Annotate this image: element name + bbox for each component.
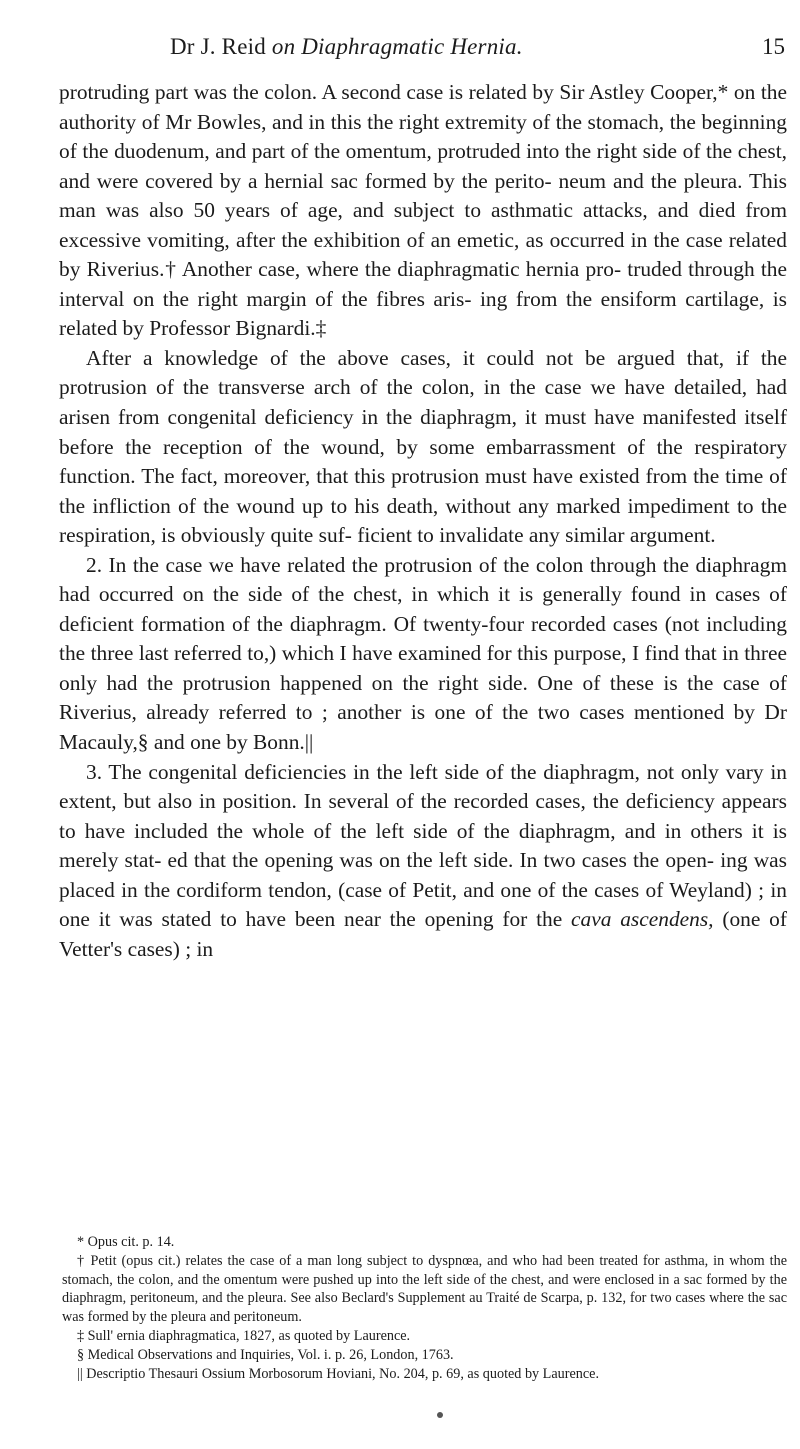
header-author: Dr J. Reid bbox=[170, 34, 266, 59]
running-title bbox=[170, 34, 523, 60]
header-on: on bbox=[271, 34, 296, 59]
paragraph-2: After a knowledge of the above cases, it could not be argued that, if the protrusion of the transverse arch of the colon, in the case we have detailed, had arisen from congenital deficiency in the diaphragm, it must have manifested itself before the reception of the wound, by some embarrassment of the respiratory function. The fact, moreover, that this protrusion must have existed from the time of the infliction of the wound up to his death, without any marked impediment to the respiration, is obviously quite suf- ficient to invalidate any similar argument. bbox=[59, 345, 787, 548]
paragraph-4-italic: cava ascendens, bbox=[571, 907, 714, 932]
paragraph-4-text-b: (one of Vetter's cases) ; in bbox=[59, 907, 787, 961]
running-header bbox=[170, 34, 785, 68]
ink-speck bbox=[437, 1412, 443, 1418]
page-number: 15 bbox=[762, 34, 785, 59]
footnote-4: § Medical Observations and Inquiries, Vol. i. p. 26, London, 1763. bbox=[77, 1346, 454, 1363]
paragraph-4 bbox=[59, 758, 787, 965]
footnote-1: * Opus cit. p. 14. bbox=[77, 1234, 175, 1250]
body-text bbox=[59, 78, 787, 964]
paragraph-1: protruding part was the colon. A second case is related by Sir Astley Cooper,* on the authority of Mr Bowles, and in this the right extremity of the stomach, the beginning of the duodenum, and part of the omentum, protruded into the right side of the chest, and were covered by a hernial sac formed by the perito- neum and the pleura. This man was also 50 years of age, and subject to asthmatic attacks, and died from excessive vomiting, after the exhibition of an emetic, as occurred in the case related by Riverius.† Another case, where the diaphragmatic hernia pro- truded through the interval on the right margin of the fibres aris- ing from the ensiform cartilage, is related by Professor Bignardi.‡ bbox=[59, 80, 787, 341]
footnote-3: ‡ Sull' ernia diaphragmatica, 1827, as quoted by Laurence. bbox=[77, 1327, 411, 1344]
paragraph-3: 2. In the case we have related the protrusion of the colon through the diaphragm had occurred on the side of the chest, in which it is generally found in cases of deficient formation of the diaphragm. Of twenty-four recorded cases (not including the three last referred to,) which I have examined for this purpose, I find that in three only had the protrusion happened on the right side. One of these is the case of Riverius, already referred to ; another is one of the two cases mentioned by Dr Macauly,§ and one by Bonn.|| bbox=[59, 552, 787, 755]
paragraph-4-text-a: 3. The congenital deficiencies in the left side of the diaphragm, not only vary in extent, but also in position. In several of the recorded cases, the deficiency appears to have included the whole of the left side of the diaphragm, and in others it is merely stat- ed that the opening was on the left side. In two cases the open- ing was placed in the cordiform tendon, (case of Petit, and one of the cases of Weyland) ; in one it was stated to have been near the opening for the bbox=[59, 759, 787, 932]
footnote-5: || Descriptio Thesauri Ossium Morbosorum Hoviani, No. 204, p. 69, as quoted by Laurence. bbox=[77, 1365, 599, 1382]
footnote-2: † Petit (opus cit.) relates the case of a man long subject to dyspnœa, and who had been treated for asthma, in whom the stomach, the colon, and the omentum were pushed up into the left side of the chest, and were enclosed in a sac formed by the diaphragm, peritoneum, and the pleura. See also Beclard's Supplement au Traité de Scarpa, p. 132, for two cases where the sac was formed by the pleura and peritoneum. bbox=[62, 1252, 787, 1326]
header-title: Diaphragmatic Hernia. bbox=[301, 34, 523, 59]
footnotes bbox=[62, 1233, 787, 1383]
